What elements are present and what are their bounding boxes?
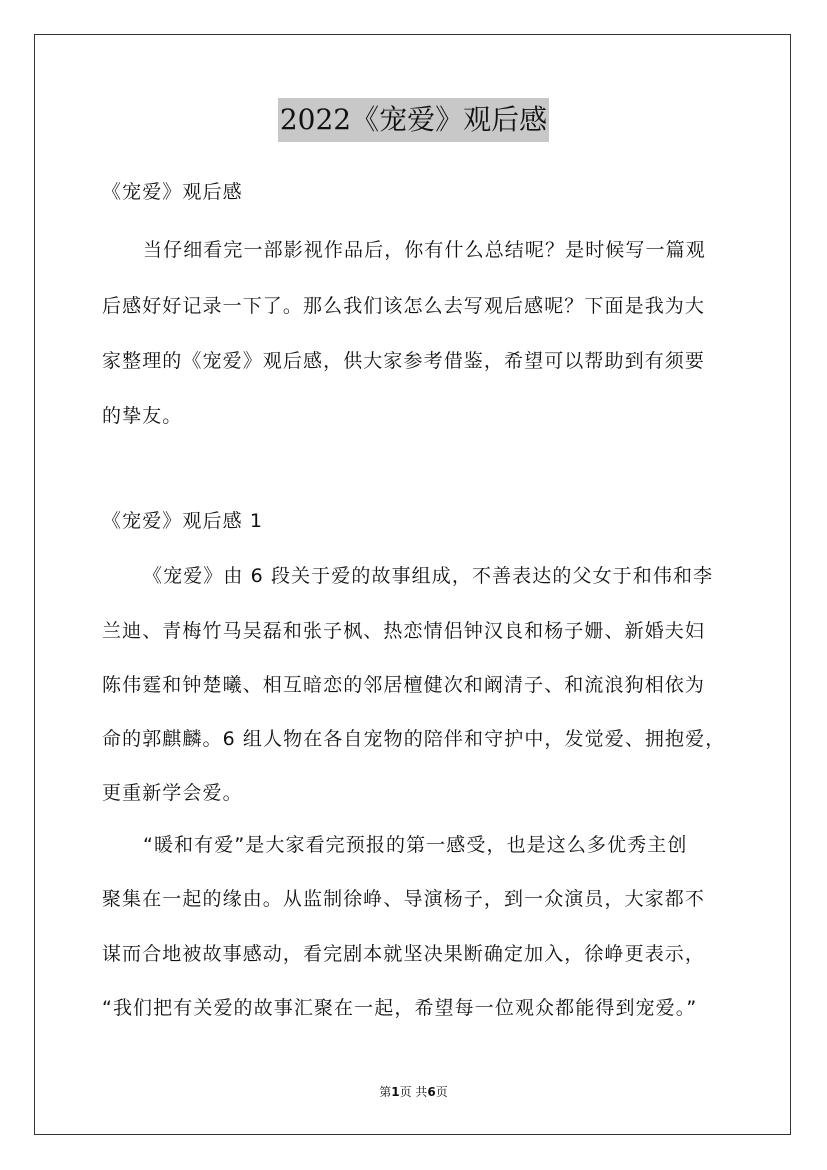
- section1-para1-line-1: 《宠爱》由 6 段关于爱的故事组成，不善表达的父女于和伟和李: [143, 565, 714, 587]
- subtitle: 《宠爱》观后感: [102, 181, 243, 203]
- section1-para2-line-1: “暖和有爱”是大家看完预报的第一感受，也是这么多优秀主创: [143, 834, 688, 856]
- section1-para1-line-4: 命的郭麒麟。6 组人物在各自宠物的陪伴和守护中，发觉爱、拥抱爱，: [102, 728, 726, 750]
- footer-current-page: 1: [391, 1085, 400, 1099]
- section1-para2-line-4: “我们把有关爱的故事汇聚在一起，希望每一位观众都能得到宠爱。”: [102, 997, 698, 1019]
- section1-para1-line-5: 更重新学会爱。: [102, 782, 243, 804]
- footer-suffix: 页: [435, 1085, 448, 1099]
- intro-line-1: 当仔细看完一部影视作品后，你有什么总结呢？是时候写一篇观: [143, 239, 706, 261]
- section1-para1-line-3: 陈伟霆和钟楚曦、相互暗恋的邻居檀健次和阚清子、和流浪狗相依为: [102, 674, 706, 696]
- title-wrap: [0, 98, 827, 142]
- footer-prefix: 第: [379, 1085, 392, 1099]
- page-footer: [0, 1084, 827, 1100]
- section1-para2-line-3: 谋而合地被故事感动，看完剧本就坚决果断确定加入，徐峥更表示，: [102, 943, 706, 965]
- section1-para2-line-2: 聚集在一起的缘由。从监制徐峥、导演杨子，到一众演员，大家都不: [102, 888, 706, 910]
- section1-para1-line-2: 兰迪、青梅竹马吴磊和张子枫、热恋情侣钟汉良和杨子姗、新婚夫妇: [102, 620, 706, 642]
- intro-line-4: 的挚友。: [102, 405, 183, 427]
- intro-line-2: 后感好好记录一下了。那么我们该怎么去写观后感呢？下面是我为大: [102, 295, 706, 317]
- footer-total-pages: 6: [427, 1085, 436, 1099]
- section1-heading: 《宠爱》观后感 1: [102, 510, 264, 532]
- footer-mid: 页 共: [399, 1085, 428, 1099]
- document-title: 2022《宠爱》观后感: [278, 98, 549, 142]
- intro-line-3: 家整理的《宠爱》观后感，供大家参考借鉴，希望可以帮助到有须要: [102, 350, 706, 372]
